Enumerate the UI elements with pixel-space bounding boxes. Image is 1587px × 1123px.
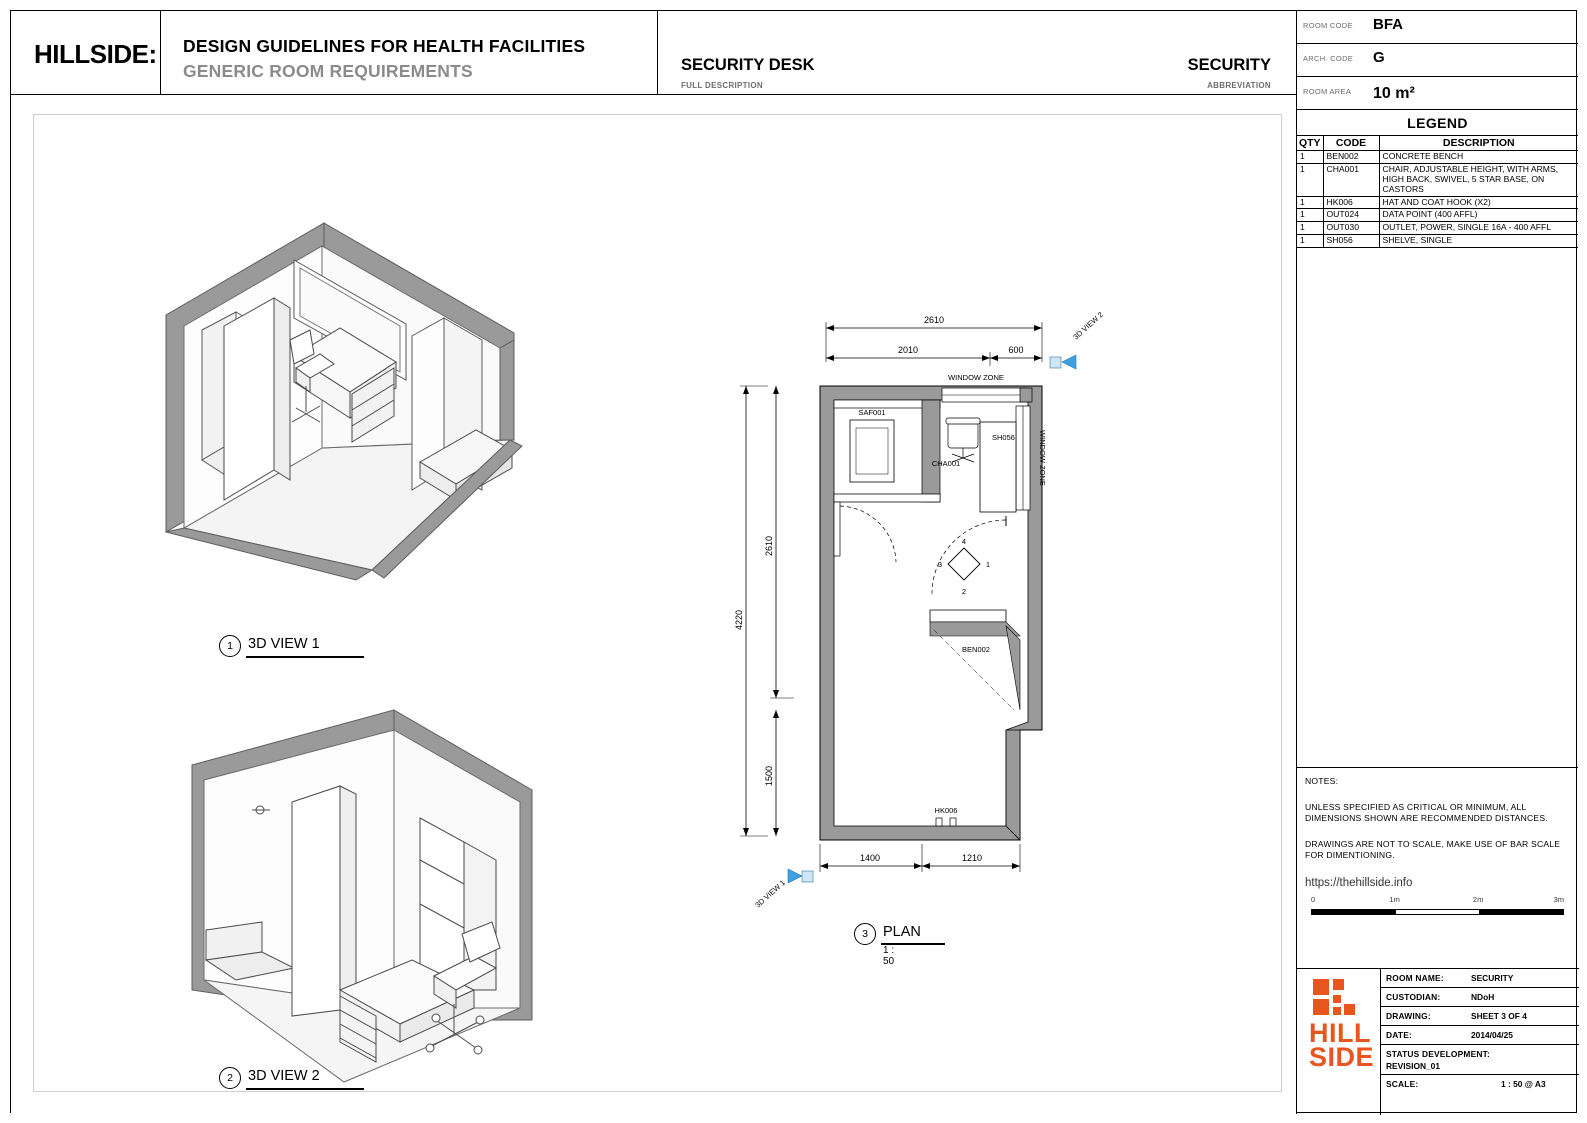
room-abbreviation: SECURITY xyxy=(1187,56,1271,74)
title-key-scale: SCALE: xyxy=(1386,1079,1419,1089)
table-row xyxy=(1297,163,1578,196)
legend-code: CHA001 xyxy=(1323,163,1379,196)
header-brand-cell xyxy=(11,11,161,95)
room-full-description: SECURITY DESK xyxy=(681,56,815,74)
plan-dim-top-a: 2010 xyxy=(897,345,919,355)
plan-dim-top-b: 600 xyxy=(1008,345,1024,355)
hillside-logo xyxy=(1297,969,1381,1115)
bar-scale-tick-2: 2m xyxy=(1472,895,1484,905)
3d-view-1-number: 1 xyxy=(219,635,241,657)
plan-diamond-num-4: 4 xyxy=(961,537,967,546)
svg-text:3D VIEW 2: 3D VIEW 2 xyxy=(1071,310,1105,342)
drawing-frame xyxy=(33,114,1282,1092)
legend-code: OUT030 xyxy=(1323,222,1379,235)
bar-scale-tick-1: 1m xyxy=(1389,895,1400,905)
arch-code-label: ARCH. CODE xyxy=(1303,54,1354,63)
plan-window-zone-top: WINDOW ZONE xyxy=(948,373,1004,382)
bar-scale-graphic xyxy=(1311,909,1564,915)
room-area-label: ROOM AREA xyxy=(1303,87,1352,96)
plan-diamond-num-2: 2 xyxy=(961,587,967,596)
notes-block xyxy=(1297,768,1578,929)
legend-code: HK006 xyxy=(1323,196,1379,209)
legend-qty: 1 xyxy=(1297,222,1323,235)
legend-code: BEN002 xyxy=(1323,151,1379,164)
room-full-description-caption: FULL DESCRIPTION xyxy=(681,81,763,90)
plan-dim-top-overall: 2610 xyxy=(923,315,945,325)
svg-text:3D VIEW 1: 3D VIEW 1 xyxy=(753,877,787,910)
room-code-label: ROOM CODE xyxy=(1303,21,1353,30)
title-row-room-name xyxy=(1381,969,1579,988)
title-row-date xyxy=(1381,1026,1579,1045)
drawing-sheet xyxy=(10,10,1577,1113)
notes-label: NOTES: xyxy=(1305,776,1339,786)
plan-marker-3d-view-1 xyxy=(753,869,813,909)
plan-marker-3d-view-2 xyxy=(1050,310,1105,369)
right-panel xyxy=(1296,11,1578,1114)
document-title: DESIGN GUIDELINES FOR HEALTH FACILITIES xyxy=(183,36,586,56)
plan-scale: 1 : 50 xyxy=(883,945,895,967)
legend-qty: 1 xyxy=(1297,196,1323,209)
title-value-drawing: SHEET 3 OF 4 xyxy=(1471,1011,1527,1021)
3d-view-2-title: 3D VIEW 2 xyxy=(248,1068,320,1084)
3d-view-1-title: 3D VIEW 1 xyxy=(248,636,320,652)
plan-dim-left-overall: 4220 xyxy=(734,609,744,631)
legend-empty-space xyxy=(1297,248,1578,768)
legend-header-qty: QTY xyxy=(1297,136,1323,151)
legend-code: SH056 xyxy=(1323,235,1379,248)
legend-header-code: CODE xyxy=(1323,136,1379,151)
room-area-value: 10 m² xyxy=(1373,85,1415,102)
legend-desc: CHAIR, ADJUSTABLE HEIGHT, WITH ARMS, HIGH BACK, SWIVEL, 5 STAR BASE, ON CASTORS xyxy=(1379,163,1578,196)
header-description-cell xyxy=(658,11,1296,95)
legend-qty: 1 xyxy=(1297,235,1323,248)
room-abbreviation-caption: ABBREVIATION xyxy=(1207,81,1271,90)
bar-scale xyxy=(1311,895,1564,929)
legend-desc: HAT AND COAT HOOK (X2) xyxy=(1379,196,1578,209)
bar-scale-tick-3: 3m xyxy=(1553,895,1564,905)
plan-dim-bottom-a: 1400 xyxy=(859,853,881,863)
table-row xyxy=(1297,209,1578,222)
legend-desc: CONCRETE BENCH xyxy=(1379,151,1578,164)
title-value-scale: 1 : 50 @ A3 xyxy=(1501,1079,1546,1089)
title-block-rows xyxy=(1381,969,1579,1115)
plan-number: 3 xyxy=(854,923,876,945)
title-value-date: 2014/04/25 xyxy=(1471,1030,1513,1040)
legend-code: OUT024 xyxy=(1323,209,1379,222)
title-value-status: REVISION_01 xyxy=(1386,1061,1440,1071)
title-value-room-name: SECURITY xyxy=(1471,973,1514,983)
title-key-room-name: ROOM NAME: xyxy=(1386,973,1444,983)
3d-view-2-number: 2 xyxy=(219,1067,241,1089)
title-key-custodian: CUSTODIAN: xyxy=(1386,992,1441,1002)
notes-url[interactable]: https://thehillside.info xyxy=(1305,876,1413,889)
title-row-drawing xyxy=(1381,1007,1579,1026)
plan-diamond-num-3: 3 xyxy=(937,560,943,569)
legend-desc: SHELVE, SINGLE xyxy=(1379,235,1578,248)
3d-view-1-graphic xyxy=(144,140,564,610)
table-row xyxy=(1297,222,1578,235)
title-value-custodian: NDoH xyxy=(1471,992,1495,1002)
title-row-custodian xyxy=(1381,988,1579,1007)
notes-line-2: DRAWINGS ARE NOT TO SCALE, MAKE USE OF BAR SCALE FOR DIMENTIONING. xyxy=(1305,838,1561,861)
title-row-status xyxy=(1381,1045,1579,1075)
title-key-status: STATUS DEVELOPMENT: xyxy=(1386,1049,1490,1059)
logo-mark-icon xyxy=(1313,979,1365,1021)
title-key-drawing: DRAWING: xyxy=(1386,1011,1431,1021)
legend-qty: 1 xyxy=(1297,151,1323,164)
legend-header-description: DESCRIPTION xyxy=(1379,136,1578,151)
legend-desc: DATA POINT (400 AFFL) xyxy=(1379,209,1578,222)
room-code-value: BFA xyxy=(1373,16,1403,33)
table-row xyxy=(1297,196,1578,209)
arch-code-value: G xyxy=(1373,49,1385,66)
3d-view-2-graphic xyxy=(144,690,564,1110)
plan-tag-ben002: BEN002 xyxy=(962,645,990,654)
room-code-row xyxy=(1297,11,1578,44)
legend-table xyxy=(1297,136,1578,248)
plan-tag-hk006: HK006 xyxy=(934,806,958,815)
title-row-scale xyxy=(1381,1075,1579,1094)
legend-title: LEGEND xyxy=(1297,110,1578,136)
logo-text-top: HILL xyxy=(1309,1018,1371,1048)
plan-title: PLAN xyxy=(883,924,921,940)
plan-diamond-num-1: 1 xyxy=(985,560,991,569)
document-subtitle: GENERIC ROOM REQUIREMENTS xyxy=(183,61,473,81)
plan-graphic xyxy=(724,310,1284,990)
notes-line-1: UNLESS SPECIFIED AS CRITICAL OR MINIMUM, ALL DIMENSIONS SHOWN ARE RECOMMENDED DISTANCES. xyxy=(1305,801,1548,824)
plan-tag-saf001: SAF001 xyxy=(858,408,886,417)
legend-desc: OUTLET, POWER, SINGLE 16A - 400 AFFL xyxy=(1379,222,1578,235)
sheet-header xyxy=(11,11,1296,95)
table-row xyxy=(1297,151,1578,164)
title-block xyxy=(1297,968,1579,1114)
header-title-cell xyxy=(161,11,658,95)
plan-tag-sh056: SH056 xyxy=(992,433,1015,442)
bar-scale-tick-0: 0 xyxy=(1311,895,1316,905)
plan-dim-left-a: 2610 xyxy=(764,535,774,557)
plan-tag-cha001: CHA001 xyxy=(931,459,961,468)
logo-text-bottom: SIDE xyxy=(1309,1042,1375,1072)
room-area-row xyxy=(1297,77,1578,110)
brand-title: HILLSIDE: xyxy=(34,39,157,69)
plan-dim-bottom-b: 1210 xyxy=(961,853,983,863)
plan-window-zone-right: WINDOW ZONE xyxy=(1038,430,1047,486)
plan-dim-left-b: 1500 xyxy=(764,765,774,787)
title-key-date: DATE: xyxy=(1386,1030,1412,1040)
legend-qty: 1 xyxy=(1297,163,1323,196)
legend-qty: 1 xyxy=(1297,209,1323,222)
table-row xyxy=(1297,235,1578,248)
arch-code-row xyxy=(1297,44,1578,77)
drawing-area xyxy=(11,95,1296,1114)
legend-header-row xyxy=(1297,136,1578,151)
